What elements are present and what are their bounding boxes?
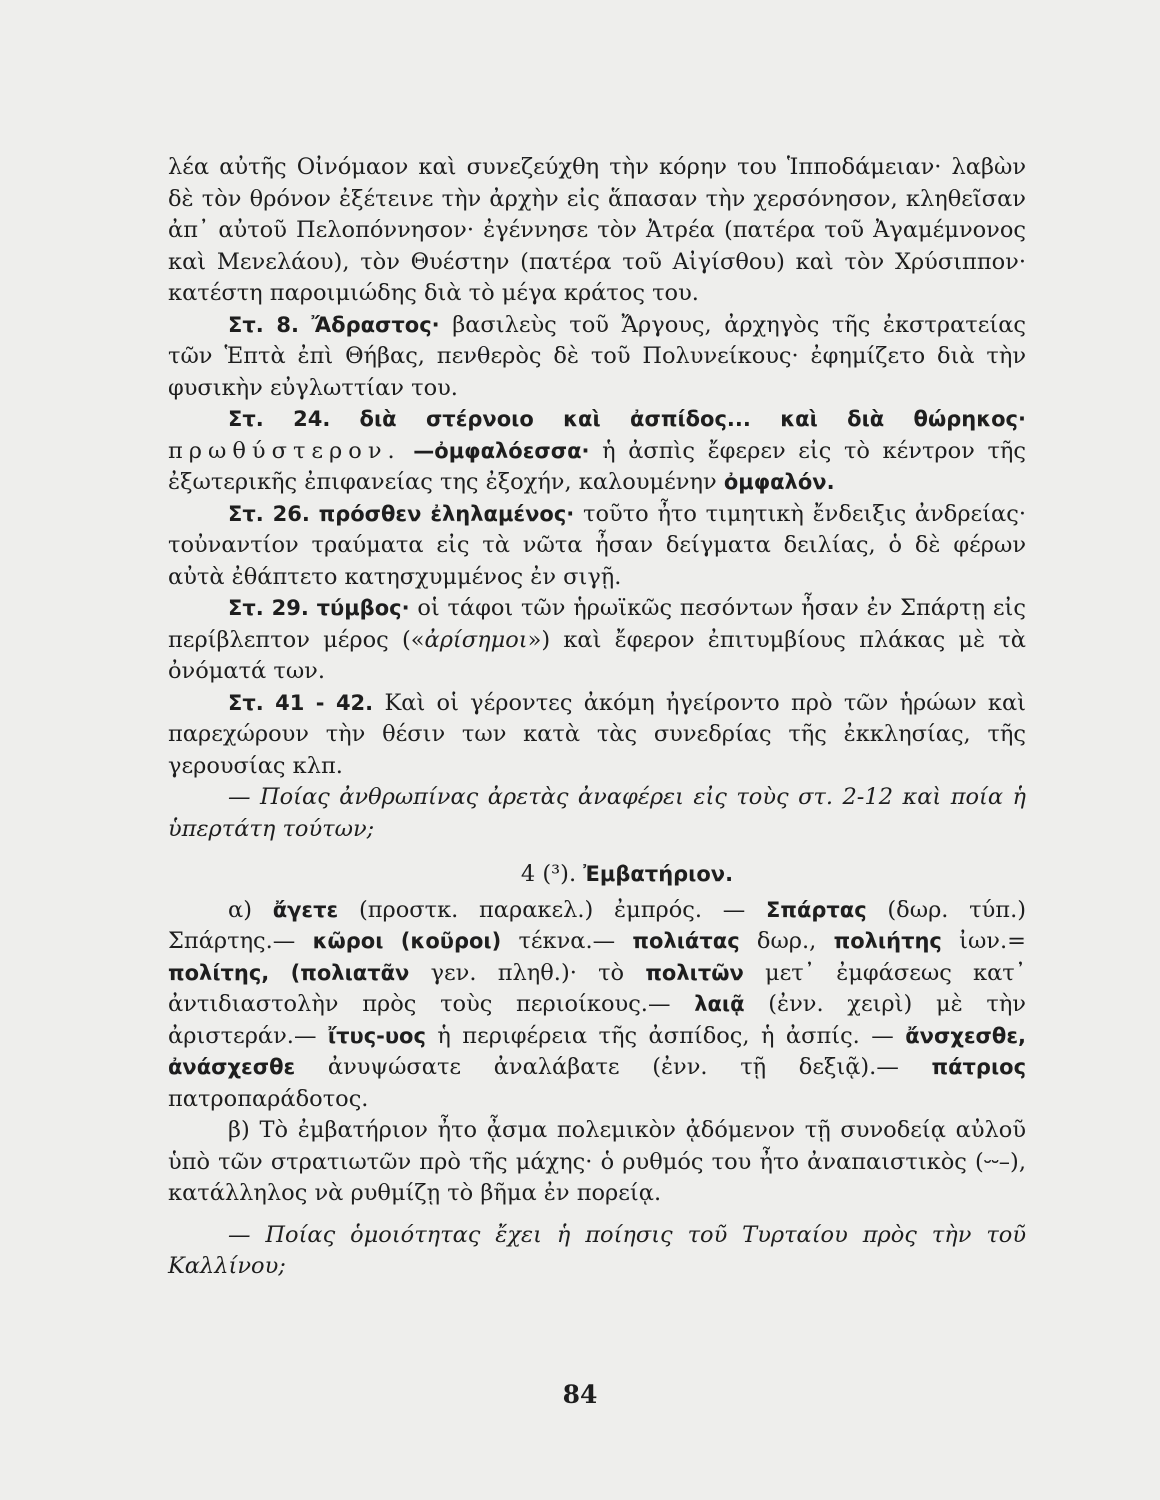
note-text: οἱ τάφοι τῶν ἡρωϊκῶς πεσόντων ἦσαν ἐν Σπάρτῃ εἰς περίβλεπτον μέρος (« — [168, 595, 1026, 653]
glossary-text: δωρ., — [756, 928, 817, 954]
spacer — [168, 1210, 1026, 1220]
glossary-text: γεν. πληθ.)· τὸ — [430, 959, 625, 986]
glossary-term: ἴτυς-υος — [327, 1023, 426, 1048]
note-term: τύμβος· — [316, 596, 410, 620]
note-spaced-term: πρωθύστερον. — [168, 437, 401, 464]
note-term: πρόσθεν ἐληλαμένος· — [318, 501, 575, 526]
glossary-term: πολιάτας — [632, 929, 740, 953]
glossary-text: (προστκ. παρακελ.) ἐμπρός. — — [358, 896, 746, 923]
note-text: τοῦτο ἦτο τιμητικὴ ἔνδειξις ἀνδρείας· τοὐναντίον τραύματα εἰς τὰ νῶτα ἦσαν δείγματα δειλίας, ὁ δὲ φέρων αὐτὰ ἐθάπτετο κατησχυμμένος ἐν σιγῇ. — [168, 500, 1026, 590]
section-number: 4 (³). — [520, 861, 577, 887]
note-label: Στ. 41 - 42. — [228, 690, 374, 715]
glossary-term: πολίτης, (πολιατᾶν — [168, 960, 410, 985]
note-line-26 — [168, 499, 1026, 594]
note-text: βασιλεὺς τοῦ Ἄργους, ἀρχηγὸς τῆς ἐκστρατείας τῶν Ἑπτὰ ἐπὶ Θήβας, πενθερὸς δὲ τοῦ Πολυνείκους· ἐφημίζετο διὰ τὴν φυσικὴν εὐγλωττίαν του. — [168, 311, 1026, 401]
glossary-text: τέκνα.— — [518, 928, 616, 954]
section-heading — [228, 859, 1026, 891]
note-term: Ἄδραστος· — [311, 312, 440, 337]
glossary-paragraph — [168, 895, 1026, 1116]
glossary-term: ἄνσχεσθε, ἀνάσχεσθε — [168, 1023, 1027, 1079]
note-italic: ἀρίσημοι — [424, 626, 528, 653]
glossary-term: πάτριος — [931, 1055, 1027, 1079]
glossary-text: ἰων.= — [959, 928, 1026, 954]
page-body — [168, 152, 1026, 1283]
glossary-text: ἡ περιφέρεια τῆς ἀσπίδος, ἡ ἀσπίς. — — [437, 1022, 894, 1049]
note-term: —ὀμφαλόεσσα· — [413, 438, 590, 463]
glossary-text: (δωρ. τύπ.) Σπάρτης.— — [168, 896, 1027, 954]
question-2: — Ποίας ὁμοιότητας ἔχει ἡ ποίησις τοῦ Τυρταίου πρὸς τὴν τοῦ Καλλίνου; — [168, 1221, 1026, 1279]
note-label: Στ. 8. — [228, 312, 299, 337]
glossary-text: πατροπαράδοτος. — [168, 1085, 369, 1112]
glossary-term: Σπάρτας — [765, 897, 867, 922]
note-text: Καὶ οἱ γέροντες ἀκόμη ἠγείροντο πρὸ τῶν ἡρώων καὶ παρεχώρουν τὴν θέσιν των κατὰ τὰς συνεδρίας τῆς ἐκκλησίας, τῆς γερουσίας κλπ. — [168, 689, 1026, 779]
glossary-label: α) — [228, 896, 252, 923]
question-1: — Ποίας ἀνθρωπίνας ἀρετὰς ἀναφέρει εἰς τοὺς στ. 2-12 καὶ ποία ἡ ὑπερτάτη τούτων; — [168, 784, 1026, 842]
note-line-41 — [168, 688, 1026, 783]
note-line-24 — [168, 404, 1026, 499]
note-term: διὰ στέρνοιο καὶ ἀσπίδος... καὶ διὰ θώρηκος· — [359, 407, 1026, 431]
section-title: Ἐμβατήριον. — [583, 862, 734, 886]
note-term: ὀμφαλόν. — [723, 470, 835, 494]
glossary-term: λαιᾷ — [694, 992, 745, 1016]
glossary-term: πολιτῶν — [645, 960, 744, 985]
intro-text: λέα αὐτῆς Οἰνόμαον καὶ συνεζεύχθη τὴν κόρην του Ἱπποδάμειαν· λαβὼν δὲ τὸν θρόνον ἐξέτεινε τὴν ἀρχὴν εἰς ἅπασαν τὴν χερσόνησον, κληθεῖσαν ἀπ᾽ αὐτοῦ Πελοπόννησον· ἐγέννησε τὸν Ἀτρέα (πατέρα τοῦ Ἀγαμέμνονος καὶ Μενελάου), τὸν Θυέστην (πατέρα τοῦ Αἰγίσθου) καὶ τὸν Χρύσιππον· κατέστη παροιμιώδης διὰ τὸ μέγα κράτος του. — [168, 154, 1026, 306]
note-label: Στ. 24. — [228, 407, 331, 431]
note-text: ») καὶ ἔφερον ἐπιτυμβίους πλάκας μὲ τὰ ὀνόματά των. — [168, 626, 1026, 684]
glossary-text: (ἐνν. χειρὶ) μὲ τὴν ἀριστεράν.— — [168, 991, 1026, 1049]
note-line-8 — [168, 310, 1026, 405]
glossary-text: ἀνυψώσατε ἀναλάβατε (ἐνν. τῇ δεξιᾷ).— — [327, 1054, 899, 1080]
glossary-term: ἄγετε — [272, 897, 339, 922]
glossary-text: μετ᾽ ἐμφάσεως κατ᾽ ἀντιδιαστολὴν πρὸς τοὺς περιοίκους.— — [168, 959, 1026, 1017]
glossary-term: κῶροι (κοῦροι) — [312, 929, 502, 953]
note-line-29 — [168, 593, 1026, 688]
glossary-term: πολιήτης — [833, 929, 942, 953]
note-label: Στ. 26. — [228, 501, 310, 526]
note-label: Στ. 29. — [228, 596, 309, 620]
intro-paragraph — [168, 152, 1026, 310]
b-paragraph: β) Τὸ ἐμβατήριον ἦτο ᾆσμα πολεμικὸν ᾀδόμενον τῇ συνοδείᾳ αὐλοῦ ὑπὸ τῶν στρατιωτῶν πρὸ τῆς μάχης· ὁ ρυθμός του ἦτο ἀναπαιστικὸς (⏑⏑–), κατάλληλος νὰ ρυθμίζῃ τὸ βῆμα ἐν πορείᾳ. — [168, 1117, 1026, 1206]
page-number: 84 — [562, 1380, 598, 1409]
note-text: ἡ ἀσπὶς ἔφερεν εἰς τὸ κέντρον τῆς ἐξωτερικῆς ἐπιφανείας της ἐξοχήν, καλουμένην — [168, 437, 1026, 495]
